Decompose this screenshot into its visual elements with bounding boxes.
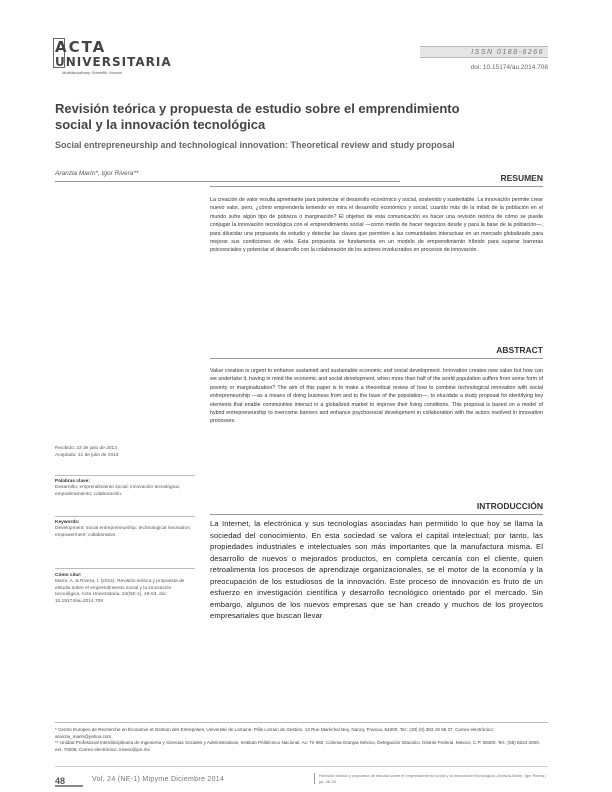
keywords-en-text: Development; social entrepreneurship; technological innovation; empowerment; collaboration.	[55, 526, 191, 538]
resumen-text: La creación de valor resulta apremiante para potenciar el desarrollo económico y social, sostenido y sustentable. La innovación permite crear nuevo valor, pero, ¿cómo emprenderla teniendo en mira el desarrollo económico y social, cuando más de la mitad de la población en el mundo sufre algún tipo de pobreza o marginación? El objetivo de esta comunicación es hacer una revisión teórica de cómo se puede conjugar la innovación tecnológica con el emprendimiento social —como medio de hacer negocios desde y para la base de la población—, para dilucidar una propuesta de estudio y detectar las claves que permiten a las comunidades interactuar en un mercado globalizado para mejorar sus condiciones de vida. Esta propuesta se fundamenta en un modelo de emprendimiento híbrido para superar barreras psicosociales y potenciar el desarrollo con la colaboración de los actores involucrados en procesos de innovación.	[210, 197, 543, 254]
citation-heading: Cómo citar:	[55, 573, 82, 578]
abstract-heading: ABSTRACT	[496, 345, 543, 355]
keywords-es-text: Desarrollo; emprendimiento social; innovación tecnológica; empoderamiento; colaboración.	[55, 485, 181, 497]
meta-divider	[55, 568, 195, 569]
journal-issue: Vol. 24 (NE-1) Mipyme Diciembre 2014	[92, 776, 225, 783]
introduccion-divider	[210, 514, 543, 515]
doi-link[interactable]: doi: 10.15174/au.2014.708	[470, 64, 548, 71]
issn-banner: ISSN 0188-6266	[420, 46, 548, 58]
abstract-divider	[210, 358, 543, 359]
article-title-english: Social entrepreneurship and technological innovation: Theoretical review and study proposal	[55, 140, 455, 150]
citation-text: Marín, A. & Rivera, I. (2014). Revisión teórica y propuesta de estudio sobre el emprendimiento social y la innovación tecnológica. Acta Universitaria, 24(NE-1), 48-53. doi: 10.15174/au.2014.708	[55, 579, 185, 604]
meta-divider	[55, 516, 195, 517]
footnote-divider	[55, 722, 548, 723]
journal-logo-top: ACTA	[55, 38, 107, 56]
footnote-author-2: ** Unidad Profesional Interdisciplinaria de Ingeniería y Ciencias Sociales y Administrativas, Instituto Politécnico Nacional. Av. Té 950, Colonia Granjas México, Delegación Iztacalco, Distrito Federal, México, C.P. 08400. Tel.: (55) 5624 2000, ext. 70206. Correo electrónico: irivera@ipn.mx	[55, 740, 540, 752]
introduccion-text: La Internet, la electrónica y sus tecnologías asociadas han permitido lo que hoy se llama la sociedad del conocimiento. En esta sociedad se valora el capital intelectual; por tanto, las propiedades industriales e intelectuales son más importantes que la manufactura misma. El desarrollo de nuevos o mejorados productos, en completa cercanía con el cliente, quien retroalimenta los procesos de aprendizaje organizacionales, se el motor de la economía y la preocupación de los estudiosos de la innovación. Este proceso de innovación es fruto de un esfuerzo en investigación científica y desarrollo tecnológico orientado por el mercado. Sin embargo, algunos de los nuevos empresas que se han creado y muchos de los proyectos empresariales que buscan llevar	[210, 519, 543, 620]
accepted-date: Aceptado: 31 de julio de 2013	[55, 453, 119, 458]
keywords-en-block	[55, 520, 195, 539]
received-date: Recibido: 23 de julio de 2013	[55, 446, 117, 451]
title-divider	[55, 181, 400, 182]
page-number: 48	[55, 776, 66, 786]
article-title-spanish: Revisión teórica y propuesta de estudio sobre el emprendimiento social y la innovación tecnológica	[55, 101, 460, 132]
citation-block	[55, 573, 195, 605]
keywords-es-heading: Palabras clave:	[55, 479, 90, 484]
article-authors: Aranzia Marín*, Igor Rivera**	[55, 170, 139, 177]
keywords-en-heading: Keywords:	[55, 520, 80, 525]
journal-logo-bottom: UNIVERSITARIA	[55, 55, 172, 69]
running-header: Revisión teórica y propuesta de estudio sobre el emprendimiento social y la innovación tecnológica | Aranzia Marín, Igor Rivera | pp. 48-53	[314, 773, 550, 784]
introduccion-heading: INTRODUCCIÓN	[476, 501, 543, 511]
abstract-text: Value creation is urgent to enhance sustained and sustainable economic and social development. Innovation creates new value but how can we undertake it, having in mind the economic and social development, when more than half of the world population suffers from some form of poverty or marginalization? The aim of this paper is to make a theoretical review of how to combine technological innovation with social entrepreneurship —as a means of doing business from and to the base of the population—, to elucidate a study proposal for identifying key elements that enable communities interact in a globalized market to improve their living conditions. This proposal is based on a model of hybrid entrepreneurship to overcome barriers and enhance psychosocial development in collaboration with the actors involved in innovation processes.	[210, 368, 543, 425]
resumen-divider	[210, 186, 543, 187]
footnote-author-1: * Centro Europeo de Recherche en Économie et Gestion des Entreprises, Université de Lorraine. Pôle Lorrain de Gestion, 13 Rue Maréchal Ney, Nancy, Francia, 54000. Tel.: (33) (0) 383 19 68 37. Correo electrónico: aranzia_marin@yahoo.com	[55, 727, 494, 739]
footnotes	[55, 727, 545, 753]
keywords-es-block	[55, 479, 195, 498]
resumen-heading: RESUMEN	[500, 173, 543, 183]
meta-divider	[55, 475, 195, 476]
journal-logo-subtitle: Multidisciplinary Scientific Journal	[62, 70, 122, 75]
footer-divider	[55, 766, 548, 767]
